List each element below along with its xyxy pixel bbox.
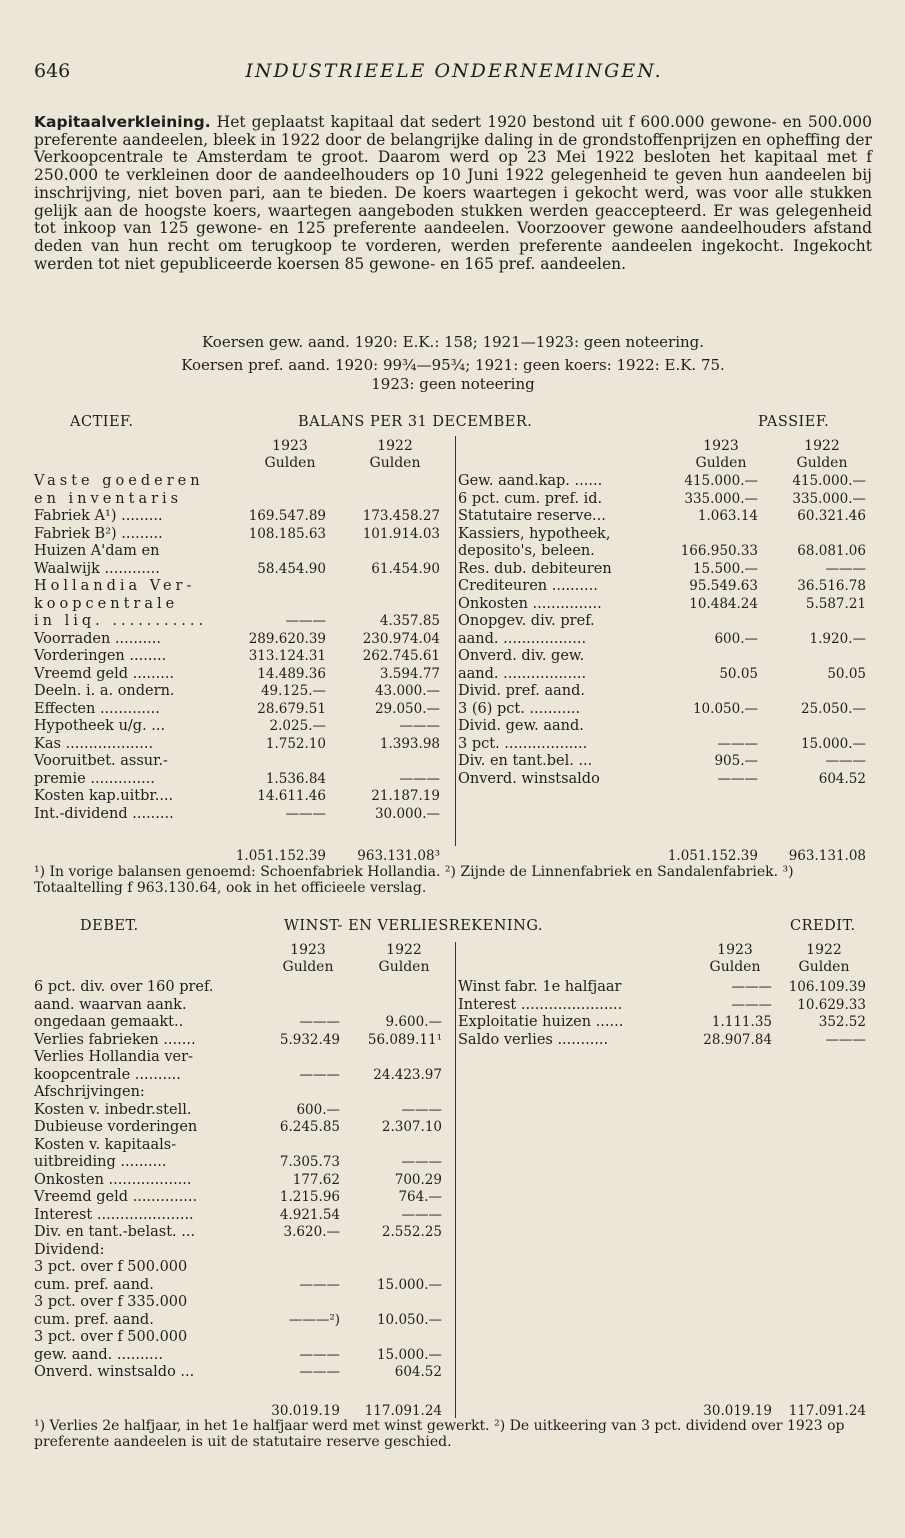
- table-row: [34, 1172, 448, 1190]
- value-1923: 28.907.84: [703, 1031, 772, 1048]
- row-label: Hollandia Ver-: [34, 578, 196, 594]
- value-1923: ———: [299, 1066, 340, 1083]
- table-row: [34, 578, 448, 596]
- table-row: [458, 473, 866, 491]
- value-1923: 14.489.36: [257, 665, 326, 682]
- table-row: [458, 718, 866, 736]
- table-row: [34, 666, 448, 684]
- value-1922: 24.423.97: [373, 1066, 442, 1083]
- value-1922: 9.600.—: [385, 1014, 442, 1030]
- table-row: [34, 648, 448, 666]
- row-label: aand. waarvan aank.: [34, 996, 187, 1013]
- table-row: [458, 979, 866, 997]
- value-1923: 905.—: [714, 753, 758, 769]
- col-header: 1923 Gulden: [695, 438, 747, 471]
- table-row: [458, 543, 866, 561]
- row-label: ongedaan gemaakt..: [34, 1014, 184, 1030]
- table-row: [34, 596, 448, 614]
- value-1923: 335.000.—: [684, 490, 758, 507]
- row-label: Div. en tant.bel. ...: [458, 753, 593, 769]
- row-label: Crediteuren ..........: [458, 578, 598, 594]
- balans-footnote: ¹) In vorige balansen genoemd: Schoenfabriek Hollandia. ²) Zijnde de Linnenfabriek en Sandalenfabriek. ³) Totaaltelling f 963.130.64, ook in het officieele verslag.: [34, 864, 794, 896]
- table-row: [34, 1032, 448, 1050]
- value-1923: 289.620.39: [248, 630, 326, 647]
- row-label: Waalwijk ............: [34, 560, 160, 577]
- row-label: deposito's, beleen.: [458, 543, 595, 559]
- table-row: [34, 753, 448, 771]
- col-header: 1923 Gulden: [709, 942, 761, 975]
- table-row: [34, 1137, 448, 1155]
- row-label: in liq. ...........: [34, 613, 208, 629]
- table-row: [34, 1154, 448, 1172]
- table-row: [458, 648, 866, 666]
- row-label: Huizen A'dam en: [34, 543, 160, 559]
- value-1923: 4.921.54: [279, 1206, 340, 1223]
- value-1923: 58.454.90: [257, 560, 326, 577]
- value-1922: 3.594.77: [379, 665, 440, 682]
- table-row: [34, 718, 448, 736]
- value-1922: 1.920.—: [809, 630, 866, 647]
- table-row: [34, 771, 448, 789]
- row-label: Kas ...................: [34, 735, 154, 752]
- value-1922: 764.—: [398, 1189, 442, 1205]
- row-label: Winst fabr. 1e halfjaar: [458, 979, 622, 995]
- row-label: gew. aand. ..........: [34, 1346, 163, 1363]
- value-1923: 1.752.10: [265, 735, 326, 752]
- winst-left-title: DEBET.: [80, 918, 139, 934]
- value-1922: 173.458.27: [362, 508, 440, 524]
- row-label: Onverd. div. gew.: [458, 648, 585, 664]
- row-label: Deeln. i. a. ondern.: [34, 683, 175, 699]
- table-row: [34, 561, 448, 579]
- table-row: [458, 683, 866, 701]
- row-label: 3 pct. over f 335.000: [34, 1294, 188, 1310]
- table-row: [34, 1014, 448, 1032]
- table-row: [34, 736, 448, 754]
- table-row: [34, 1347, 448, 1365]
- table-row: [34, 979, 448, 997]
- value-1922: 262.745.61: [362, 648, 440, 664]
- koersen-line: 1923: geen noteering: [371, 375, 535, 393]
- total-passief-1923: 1.051.152.39: [667, 848, 758, 864]
- value-1923: ———: [717, 735, 758, 752]
- table-row: [34, 806, 448, 824]
- intro-paragraph: [34, 114, 872, 273]
- table-row: [34, 631, 448, 649]
- value-1922: 101.914.03: [362, 525, 440, 542]
- table-row: [34, 788, 448, 806]
- running-title: INDUSTRIEELE ONDERNEMINGEN.: [245, 60, 663, 82]
- row-label: Vaste goederen: [34, 473, 204, 489]
- row-label: premie ..............: [34, 770, 155, 787]
- value-1922: 230.974.04: [362, 630, 440, 647]
- row-label: Afschrijvingen:: [34, 1084, 145, 1100]
- row-label: Effecten .............: [34, 700, 160, 717]
- value-1923: 2.025.—: [269, 718, 326, 734]
- row-label: Interest .....................: [34, 1206, 194, 1223]
- row-label: Fabriek B²) .........: [34, 525, 163, 542]
- value-1922: 15.000.—: [376, 1346, 442, 1363]
- row-label: Kassiers, hypotheek,: [458, 525, 611, 542]
- value-1922: ———: [399, 718, 440, 734]
- koersen-line: Koersen pref. aand. 1920: 99¾—95¾; 1921: geen koers: 1922: E.K. 75.: [181, 356, 725, 374]
- value-1923: 600.—: [714, 630, 758, 647]
- row-label: Divid. pref. aand.: [458, 683, 585, 699]
- value-1923: 166.950.33: [680, 543, 758, 559]
- value-1923: 10.484.24: [689, 595, 758, 612]
- value-1922: 29.050.—: [374, 700, 440, 717]
- value-1922: 15.000.—: [800, 735, 866, 752]
- row-label: Vooruitbet. assur.-: [34, 753, 168, 769]
- table-row: [458, 771, 866, 789]
- value-1923: 1.111.35: [711, 1014, 772, 1030]
- balans-center-title: BALANS PER 31 DECEMBER.: [298, 414, 533, 430]
- value-1922: 61.454.90: [371, 560, 440, 577]
- page-number: 646: [34, 60, 71, 82]
- table-row: [458, 491, 866, 509]
- value-1923: 49.125.—: [260, 683, 326, 699]
- table-row: [458, 1032, 866, 1050]
- value-1922: ———: [399, 770, 440, 787]
- value-1923: ———: [285, 613, 326, 629]
- table-row: [458, 526, 866, 544]
- table-row: [458, 1014, 866, 1032]
- row-label: Div. en tant.-belast. ...: [34, 1224, 196, 1240]
- value-1923: 1.215.96: [279, 1189, 340, 1205]
- row-label: Verlies Hollandia ver-: [34, 1049, 193, 1065]
- row-label: cum. pref. aand.: [34, 1276, 154, 1293]
- total-passief-1922: 963.131.08: [788, 848, 866, 864]
- table-row: [34, 1084, 448, 1102]
- row-label: Dubieuse vorderingen: [34, 1119, 198, 1135]
- total-debet-1922: 117.091.24: [364, 1403, 442, 1419]
- table-row: [34, 1242, 448, 1260]
- table-row: [34, 1277, 448, 1295]
- row-label: Vreemd geld .........: [34, 665, 175, 682]
- value-1922: 43.000.—: [374, 683, 440, 699]
- value-1922: 352.52: [818, 1014, 866, 1030]
- row-label: Int.-dividend .........: [34, 805, 174, 822]
- winst-center-title: WINST- EN VERLIESREKENING.: [284, 918, 543, 934]
- table-row: [458, 561, 866, 579]
- total-actief-1923: 1.051.152.39: [235, 848, 326, 864]
- value-1922: ———: [401, 1101, 442, 1118]
- row-label: 3 pct. over f 500.000: [34, 1329, 188, 1345]
- table-row: [34, 1102, 448, 1120]
- row-label: aand. ..................: [458, 630, 587, 647]
- column-divider: [455, 942, 456, 1418]
- table-row: [458, 596, 866, 614]
- row-label: aand. ..................: [458, 665, 587, 682]
- balans-right-title: PASSIEF.: [758, 414, 830, 430]
- table-row: [34, 491, 448, 509]
- table-row: [34, 1119, 448, 1137]
- table-row: [458, 736, 866, 754]
- value-1922: 21.187.19: [371, 788, 440, 804]
- balans-left-title: ACTIEF.: [70, 414, 134, 430]
- total-actief-1922: 963.131.08³: [357, 848, 440, 864]
- value-1923: ———: [731, 996, 772, 1013]
- value-1923: 177.62: [292, 1171, 340, 1188]
- col-header: 1922 Gulden: [798, 942, 850, 975]
- row-label: Onverd. winstsaldo ...: [34, 1364, 195, 1380]
- table-row: [34, 1294, 448, 1312]
- value-1922: 36.516.78: [797, 578, 866, 594]
- table-row: [34, 1224, 448, 1242]
- winst-right-title: CREDIT.: [790, 918, 856, 934]
- row-label: Onkosten ..................: [34, 1171, 192, 1188]
- table-row: [34, 1049, 448, 1067]
- value-1922: 415.000.—: [792, 473, 866, 489]
- table-row: [34, 613, 448, 631]
- table-row: [458, 701, 866, 719]
- row-label: Res. dub. debiteuren: [458, 560, 612, 577]
- value-1923: 50.05: [719, 665, 758, 682]
- table-row: [34, 1189, 448, 1207]
- table-row: [458, 613, 866, 631]
- value-1922: ———: [825, 560, 866, 577]
- row-label: Fabriek A¹) .........: [34, 508, 163, 524]
- value-1922: 25.050.—: [800, 700, 866, 717]
- column-divider: [455, 436, 456, 846]
- row-label: 6 pct. cum. pref. id.: [458, 490, 603, 507]
- col-header: 1923 Gulden: [282, 942, 334, 975]
- total-debet-1923: 30.019.19: [271, 1403, 340, 1419]
- row-label: 6 pct. div. over 160 pref.: [34, 979, 214, 995]
- value-1922: 30.000.—: [374, 805, 440, 822]
- row-label: Voorraden ..........: [34, 630, 162, 647]
- value-1923: 15.500.—: [692, 560, 758, 577]
- value-1922: 5.587.21: [805, 595, 866, 612]
- table-row: [458, 666, 866, 684]
- table-row: [34, 1207, 448, 1225]
- value-1923: 1.063.14: [697, 508, 758, 524]
- value-1922: 4.357.85: [379, 613, 440, 629]
- intro-lead: Kapitaalverkleining.: [34, 113, 211, 131]
- value-1922: 56.089.11¹: [367, 1031, 442, 1048]
- value-1923: ———: [299, 1346, 340, 1363]
- row-label: 3 (6) pct. ...........: [458, 700, 581, 717]
- value-1922: 68.081.06: [797, 543, 866, 559]
- col-header: 1922 Gulden: [378, 942, 430, 975]
- total-credit-1923: 30.019.19: [703, 1403, 772, 1419]
- row-label: Kosten v. inbedr.stell.: [34, 1101, 192, 1118]
- row-label: Kosten v. kapitaals-: [34, 1136, 177, 1153]
- row-label: Divid. gew. aand.: [458, 718, 584, 734]
- value-1923: ———: [717, 770, 758, 787]
- table-row: [34, 683, 448, 701]
- col-header: 1922 Gulden: [796, 438, 848, 471]
- value-1923: 313.124.31: [248, 648, 326, 664]
- value-1922: ———: [401, 1154, 442, 1170]
- value-1922: 2.552.25: [381, 1224, 442, 1240]
- value-1923: 415.000.—: [684, 473, 758, 489]
- total-credit-1922: 117.091.24: [788, 1403, 866, 1419]
- table-row: [458, 578, 866, 596]
- row-label: Interest ......................: [458, 996, 623, 1013]
- value-1923: 6.245.85: [279, 1119, 340, 1135]
- value-1922: 1.393.98: [379, 735, 440, 752]
- row-label: Onverd. winstsaldo: [458, 770, 600, 787]
- row-label: Gew. aand.kap. ......: [458, 473, 603, 489]
- row-label: koopcentrale: [34, 595, 179, 612]
- value-1922: 2.307.10: [381, 1119, 442, 1135]
- table-row: [34, 526, 448, 544]
- value-1923: ———: [285, 805, 326, 822]
- value-1922: 700.29: [394, 1171, 442, 1188]
- row-label: koopcentrale ..........: [34, 1066, 181, 1083]
- table-row: [34, 1364, 448, 1382]
- table-row: [34, 473, 448, 491]
- row-label: Vorderingen ........: [34, 648, 167, 664]
- row-label: uitbreiding ..........: [34, 1154, 167, 1170]
- value-1923: 600.—: [296, 1101, 340, 1118]
- value-1923: 3.620.—: [283, 1224, 340, 1240]
- table-row: [34, 1259, 448, 1277]
- value-1922: 60.321.46: [797, 508, 866, 524]
- value-1922: ———: [825, 1031, 866, 1048]
- value-1923: 10.050.—: [692, 700, 758, 717]
- value-1923: ———: [299, 1014, 340, 1030]
- winst-footnote: ¹) Verlies 2e halfjaar, in het 1e halfjaar werd met winst gewerkt. ²) De uitkeering van 3 pct. dividend over 1923 op preferente aandeelen is uit de statutaire reserve geschied.: [34, 1418, 845, 1450]
- value-1922: 604.52: [818, 770, 866, 787]
- value-1922: 106.109.39: [788, 979, 866, 995]
- row-label: Onkosten ...............: [458, 595, 602, 612]
- table-row: [34, 701, 448, 719]
- table-row: [34, 1312, 448, 1330]
- row-label: Hypotheek u/g. ...: [34, 718, 166, 734]
- value-1922: 10.629.33: [797, 996, 866, 1013]
- value-1922: ———: [825, 753, 866, 769]
- value-1923: 14.611.46: [257, 788, 326, 804]
- value-1923: 28.679.51: [257, 700, 326, 717]
- value-1923: 5.932.49: [279, 1031, 340, 1048]
- row-label: Dividend:: [34, 1241, 105, 1258]
- value-1922: 10.050.—: [376, 1311, 442, 1328]
- row-label: Statutaire reserve...: [458, 508, 606, 524]
- row-label: 3 pct. ..................: [458, 735, 588, 752]
- table-row: [458, 997, 866, 1015]
- value-1922: 604.52: [394, 1364, 442, 1380]
- value-1923: ———: [299, 1276, 340, 1293]
- table-row: [34, 508, 448, 526]
- row-label: Kosten kap.uitbr....: [34, 788, 174, 804]
- table-row: [34, 543, 448, 561]
- value-1923: ———: [299, 1364, 340, 1380]
- value-1923: ———²): [288, 1311, 340, 1328]
- value-1923: 108.185.63: [248, 525, 326, 542]
- row-label: Verlies fabrieken .......: [34, 1031, 196, 1048]
- row-label: Saldo verlies ...........: [458, 1031, 609, 1048]
- value-1923: 7.305.73: [279, 1154, 340, 1170]
- koersen-line: Koersen gew. aand. 1920: E.K.: 158; 1921—1923: geen noteering.: [201, 333, 705, 351]
- value-1923: ———: [731, 979, 772, 995]
- col-header: 1923 Gulden: [264, 438, 316, 471]
- value-1923: 169.547.89: [248, 508, 326, 524]
- row-label: Exploitatie huizen ......: [458, 1014, 624, 1030]
- value-1922: 15.000.—: [376, 1276, 442, 1293]
- value-1922: 50.05: [827, 665, 866, 682]
- table-row: [34, 1329, 448, 1347]
- value-1922: ———: [401, 1206, 442, 1223]
- value-1923: 1.536.84: [265, 770, 326, 787]
- table-row: [458, 508, 866, 526]
- intro-body: Het geplaatst kapitaal dat sedert 1920 bestond uit f 600.000 gewone- en 500.000 preferente aandeelen, bleek in 1922 door de belangrijke daling in de grondstoffenprijzen en opheffing der Verkoopcentrale te Amsterdam te groot. Daarom werd op 23 Mei 1922 besloten het kapitaal met f 250.000 te verkleinen door de aandeelhouders op 10 Juni 1922 gelegenheid te geven hun aandeelen bij inschrijving, niet boven pari, aan te bieden. De koers waartegen i gekocht werd, was voor alle stukken gelijk aan de hoogste koers, waartegen aangeboden stukken werden geaccepteerd. Er was gelegenheid tot inkoop van 125 gewone- en 125 preferente aandeelen. Voorzoover gewone aandeelhouders afstand deden van hun recht om terugkoop te vorderen, werden preferente aandeelen ingekocht. Ingekocht werden tot niet gepubliceerde koersen 85 gewone- en 165 pref. aandeelen.: [34, 113, 872, 273]
- row-label: Vreemd geld ..............: [34, 1189, 198, 1205]
- row-label: Onopgev. div. pref.: [458, 613, 595, 629]
- table-row: [34, 997, 448, 1015]
- table-row: [458, 753, 866, 771]
- table-row: [458, 631, 866, 649]
- row-label: en inventaris: [34, 490, 183, 507]
- row-label: 3 pct. over f 500.000: [34, 1259, 188, 1275]
- table-row: [34, 1067, 448, 1085]
- value-1922: 335.000.—: [792, 490, 866, 507]
- value-1923: 95.549.63: [689, 578, 758, 594]
- col-header: 1922 Gulden: [369, 438, 421, 471]
- row-label: cum. pref. aand.: [34, 1311, 154, 1328]
